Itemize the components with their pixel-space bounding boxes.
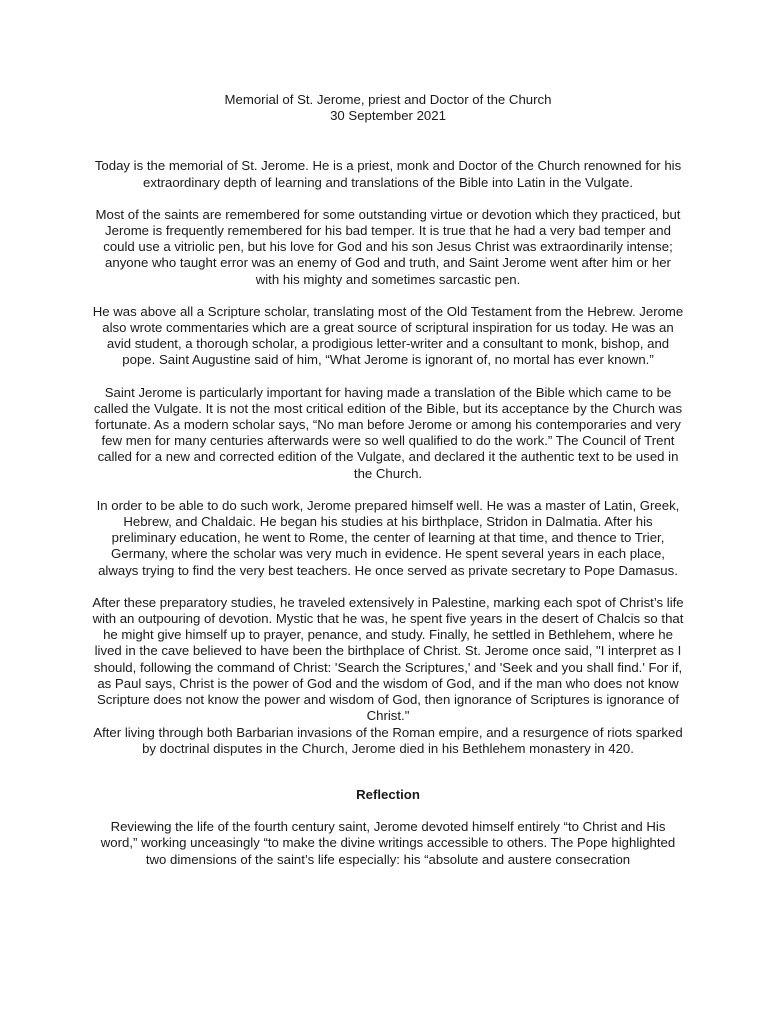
reflection-paragraph: Reviewing the life of the fourth century saint, Jerome devoted himself entirely “to Christ and His word,” working unceasingly “to make the divine writings accessible to others. The Pope highlighted two dimensions of the saint’s life especially: his “absolute and austere consecration <box>100 819 676 867</box>
paragraph-temper: Most of the saints are remembered for some outstanding virtue or devotion which they practiced, but Jerome is frequently remembered for his bad temper. It is true that he had a very bad temper and could use a vitriolic pen, but his love for God and his son Jesus Christ was extraordinarily intense; anyone who taught error was an enemy of God and truth, and Saint Jerome went after him or her with his mighty and sometimes sarcastic pen. <box>95 206 681 287</box>
paragraph-death: After living through both Barbarian invasions of the Roman empire, and a resurgence of riots sparked by doctrinal disputes in the Church, Jerome died in his Bethlehem monastery in 420. <box>93 724 683 756</box>
reflection-heading: Reflection <box>356 786 420 802</box>
document-title: Memorial of St. Jerome, priest and Doctor of the Church <box>224 92 552 107</box>
paragraph-scholar: He was above all a Scripture scholar, translating most of the Old Testament from the Hebrew. Jerome also wrote commentaries which are a great source of scriptural inspiration for us today. He was an avid student, a thorough scholar, a prodigious letter-writer and a consultant to monk, bishop, and pope. Saint Augustine said of him, “What Jerome is ignorant of, no mortal has ever known.” <box>92 303 684 368</box>
paragraph-vulgate: Saint Jerome is particularly important for having made a translation of the Bible which came to be called the Vulgate. It is not the most critical edition of the Bible, but its acceptance by the Church was fortunate. As a modern scholar says, “No man before Jerome or among his contemporaries and very few men for many centuries afterwards were so well qualified to do the work.” The Council of Trent called for a new and corrected edition of the Vulgate, and declared it the authentic text to be used in the Church. <box>93 384 683 481</box>
title-block <box>92 92 684 124</box>
paragraph-intro: Today is the memorial of St. Jerome. He is a priest, monk and Doctor of the Church renowned for his extraordinary depth of learning and translations of the Bible into Latin in the Vulgate. <box>94 158 682 190</box>
paragraph-palestine: After these preparatory studies, he traveled extensively in Palestine, marking each spot of Christ’s life with an outpouring of devotion. Mystic that he was, he spent five years in the desert of Chalcis so that he might give himself up to prayer, penance, and study. Finally, he settled in Bethlehem, where he lived in the cave believed to have been the birthplace of Christ. St. Jerome once said, "I interpret as I should, following the command of Christ: 'Search the Scriptures,' and 'Seek and you shall find.' For if, as Paul says, Christ is the power of God and the wisdom of God, and if the man who does not know Scripture does not know the power and wisdom of God, then ignorance of Scriptures is ignorance of Christ." <box>92 594 684 724</box>
document-page <box>92 92 684 884</box>
document-date: 30 September 2021 <box>330 108 446 124</box>
paragraph-preparation: In order to be able to do such work, Jerome prepared himself well. He was a master of Latin, Greek, Hebrew, and Chaldaic. He began his studies at his birthplace, Stridon in Dalmatia. After his preliminary education, he went to Rome, the center of learning at that time, and thence to Trier, Germany, where the scholar was very much in evidence. He spent several years in each place, always trying to find the very best teachers. He once served as private secretary to Pope Damasus. <box>96 497 680 578</box>
